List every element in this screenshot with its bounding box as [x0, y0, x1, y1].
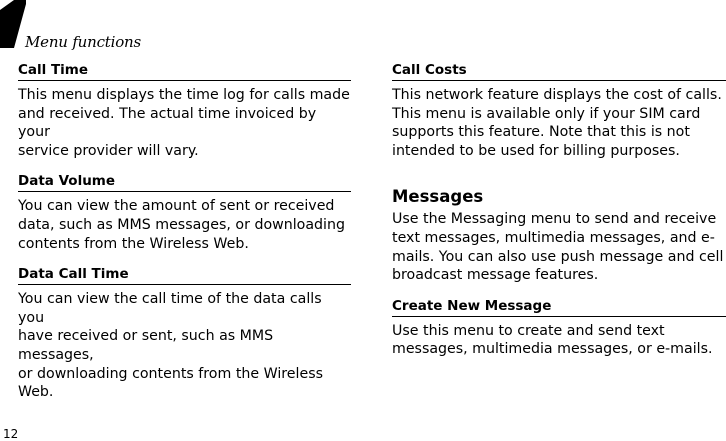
text-line: Use this menu to create and send text: [392, 322, 665, 339]
text-line: broadcast message features.: [392, 267, 599, 284]
section-body: [18, 197, 351, 253]
section-heading: Call Time: [18, 61, 351, 81]
text-line: This menu displays the time log for calls made: [18, 87, 350, 103]
text-line: This network feature displays the cost of calls.: [392, 87, 722, 103]
section-create-new-message: [392, 297, 726, 359]
section-body: [18, 290, 351, 402]
text-line: Web.: [18, 384, 54, 401]
section-title: Messages: [392, 187, 484, 207]
text-line: You can view the call time of the data calls you: [18, 291, 322, 326]
text-line: service provider will vary.: [18, 142, 199, 159]
text-line: You can view the amount of sent or received: [18, 198, 335, 215]
section-body: [392, 322, 726, 359]
section-body: [392, 210, 726, 284]
right-column: [392, 61, 726, 359]
text-line: mails. You can also use push message and cell: [392, 248, 724, 265]
section-call-time: [18, 61, 351, 160]
section-heading: Data Volume: [18, 172, 351, 192]
section-messages: [392, 187, 726, 284]
text-line: contents from the Wireless Web.: [18, 235, 249, 252]
text-line: supports this feature. Note that this is not: [392, 124, 690, 141]
text-line: Use the Messaging menu to send and receive: [392, 211, 717, 228]
section-data-volume: [18, 172, 351, 253]
text-line: This menu is available only if your SIM card: [392, 105, 701, 122]
section-heading: Data Call Time: [18, 265, 351, 285]
section-body: [392, 86, 726, 160]
section-heading: Create New Message: [392, 297, 726, 317]
text-line: data, such as MMS messages, or downloading: [18, 216, 345, 233]
section-call-costs: [392, 61, 726, 160]
header-tab-decoration: [0, 0, 26, 48]
text-line: have received or sent, such as MMS messages,: [18, 328, 274, 363]
text-line: intended to be used for billing purposes.: [392, 142, 680, 159]
section-body: [18, 86, 351, 160]
text-line: text messages, multimedia messages, and e-: [392, 229, 715, 246]
page-number: 12: [3, 427, 19, 441]
text-line: and received. The actual time invoiced by your: [18, 105, 317, 141]
left-column: [18, 61, 351, 402]
text-line: or downloading contents from the Wireless: [18, 365, 323, 382]
section-data-call-time: [18, 265, 351, 402]
header-title: Menu functions: [25, 33, 142, 51]
text-line: messages, multimedia messages, or e-mails.: [392, 341, 713, 358]
section-heading: Call Costs: [392, 61, 726, 81]
